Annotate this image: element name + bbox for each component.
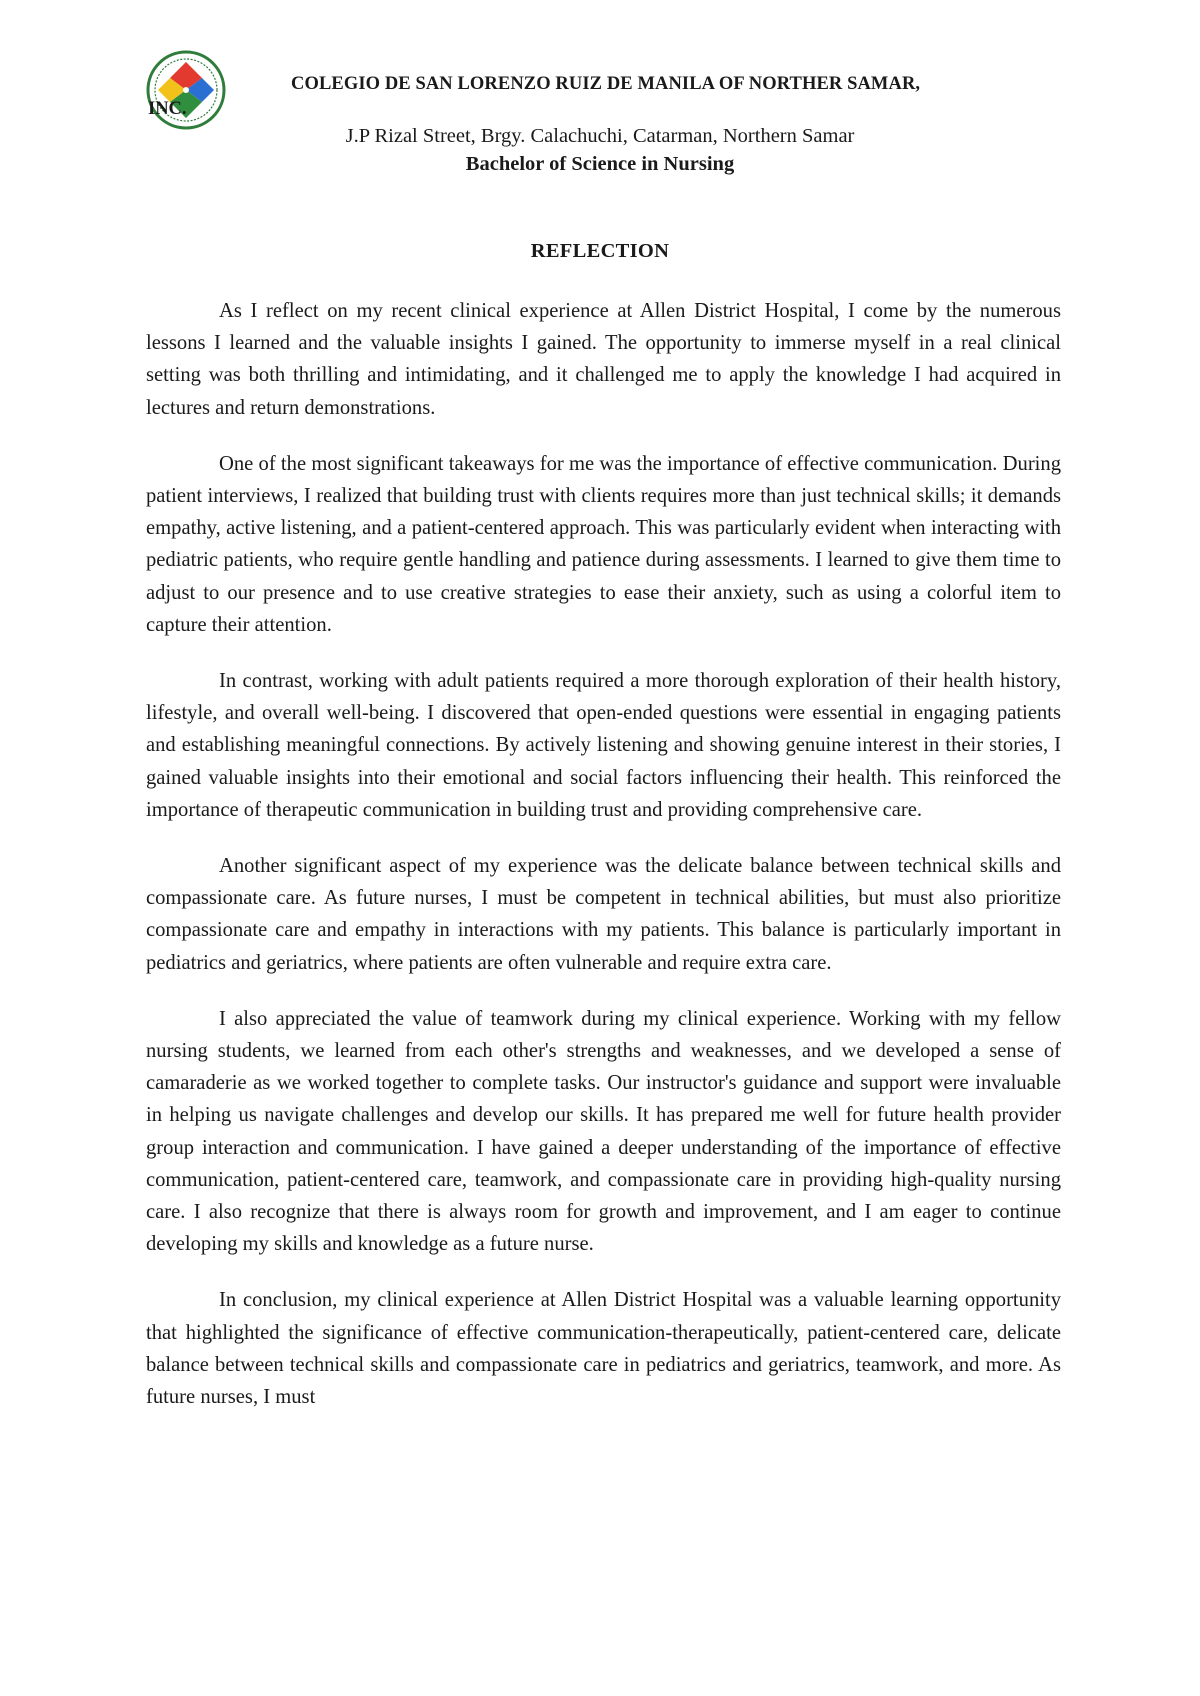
institution-suffix: INC. [148, 99, 187, 119]
seal-center [183, 87, 189, 93]
body-paragraph: I also appreciated the value of teamwork during my clinical experience. Working with my fellow nursing students, we learned from each other's strengths and weaknesses, and we developed a sense of camaraderie as we worked together to complete tasks. Our instructor's guidance and support were invaluable in helping us navigate challenges and develop our skills. It has prepared me well for future health provider group interaction and communication. I have gained a deeper understanding of the importance of effective communication, patient-centered care, teamwork, and compassionate care in providing high-quality nursing care. I also recognize that there is always room for growth and improvement, and I am eager to continue developing my skills and knowledge as a future nurse. [146, 1007, 1061, 1256]
document-body [146, 295, 1061, 1437]
document-title: REFLECTION [530, 240, 670, 262]
institution-address: J.P Rizal Street, Brgy. Calachuchi, Catarman, Northern Samar [345, 125, 855, 147]
institution-name: COLEGIO DE SAN LORENZO RUIZ DE MANILA OF NORTHER SAMAR, [291, 74, 921, 94]
program-name: Bachelor of Science in Nursing [465, 153, 735, 175]
body-paragraph: One of the most significant takeaways for me was the importance of effective communication. During patient interviews, I realized that building trust with clients requires more than just technical skills; it demands empathy, active listening, and a patient-centered approach. This was particularly evident when interacting with pediatric patients, who require gentle handling and patience during assessments. I learned to give them time to adjust to our presence and to use creative strategies to ease their anxiety, such as using a colorful item to capture their attention. [146, 452, 1061, 636]
body-paragraph: Another significant aspect of my experience was the delicate balance between technical skills and compassionate care. As future nurses, I must be competent in technical abilities, but must also prioritize compassionate care and empathy in interactions with my patients. This balance is particularly important in pediatrics and geriatrics, where patients are often vulnerable and require extra care. [146, 855, 1061, 974]
body-paragraph: In contrast, working with adult patients required a more thorough exploration of their health history, lifestyle, and overall well-being. I discovered that open-ended questions were essential in engaging patients and establishing meaningful connections. By actively listening and showing genuine interest in their stories, I gained valuable insights into their emotional and social factors influencing their health. This reinforced the importance of therapeutic communication in building trust and providing comprehensive care. [146, 670, 1061, 821]
body-paragraph: As I reflect on my recent clinical experience at Allen District Hospital, I come by the numerous lessons I learned and the valuable insights I gained. The opportunity to immerse myself in a real clinical setting was both thrilling and intimidating, and it challenged me to apply the knowledge I had acquired in lectures and return demonstrations. [146, 300, 1061, 419]
body-paragraph: In conclusion, my clinical experience at Allen District Hospital was a valuable learning opportunity that highlighted the significance of effective communication-therapeutically, patient-centered care, delicate balance between technical skills and compassionate care in pediatrics and geriatrics, teamwork, and more. As future nurses, I must [146, 1289, 1061, 1409]
